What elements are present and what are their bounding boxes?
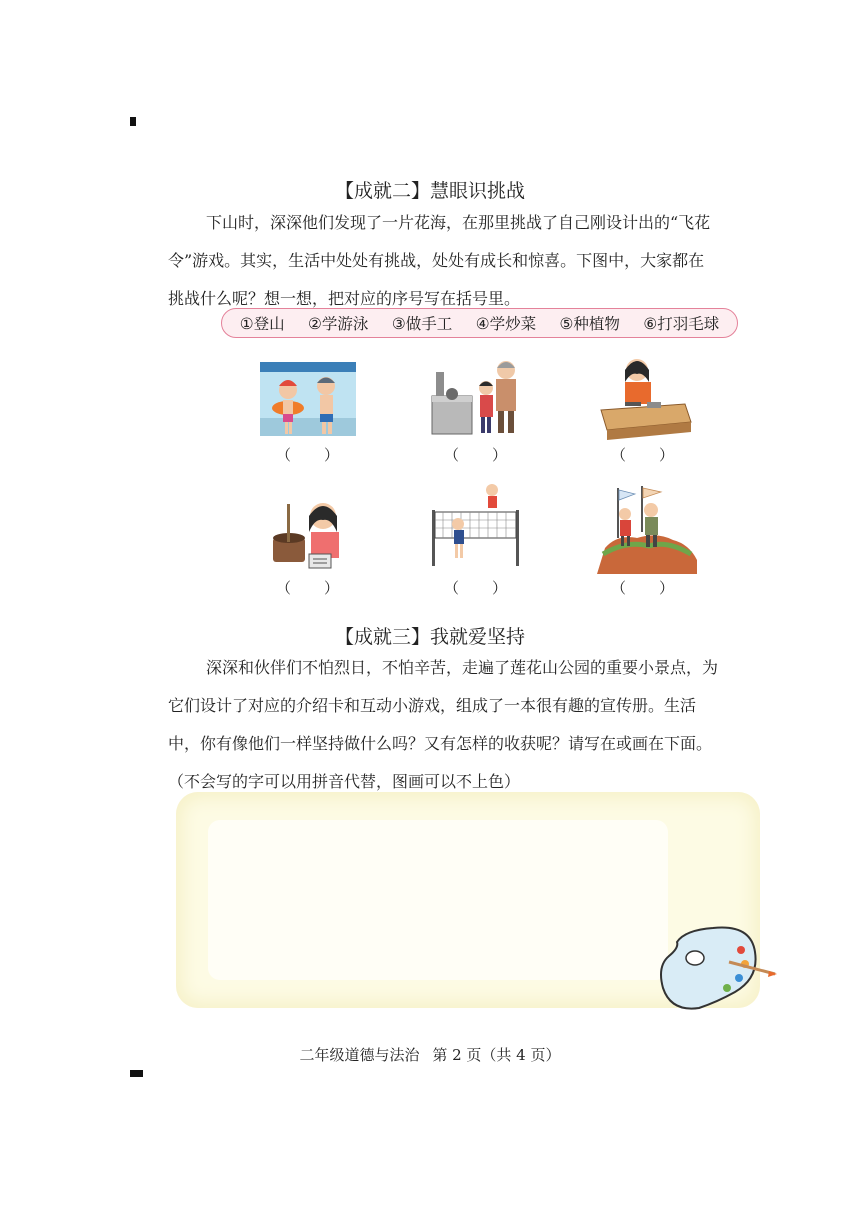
option-swimming: ②学游泳 [308, 315, 369, 333]
paragraph-line: （不会写的字可以用拼音代替，图画可以不上色） [168, 772, 521, 791]
footer-subject: 二年级道德与法治 [299, 1046, 420, 1064]
option-cooking: ④学炒菜 [475, 315, 537, 333]
answer-blank[interactable]: （ ） [610, 446, 675, 464]
paint-palette-icon [655, 922, 780, 1012]
footer-page-number: 第 2 页（共 4 页） [432, 1046, 561, 1064]
option-badminton: ⑥打羽毛球 [643, 315, 720, 333]
option-handcraft: ③做手工 [391, 315, 453, 333]
paragraph-line: 令”游戏。其实，生活中处处有挑战，处处有成长和惊喜。下图中，大家都在 [168, 251, 705, 270]
answer-blank[interactable]: （ ） [443, 579, 508, 597]
mountain-climbing-picture [597, 484, 697, 574]
answer-blank[interactable]: （ ） [275, 579, 340, 597]
paragraph-line: 下山时，深深他们发现了一片花海，在那里挑战了自己刚设计出的“飞花 [206, 213, 711, 232]
section3-title: 【成就三】我就爱坚持 [334, 626, 525, 648]
cooking-with-grandma-picture [426, 352, 526, 442]
options-box [221, 308, 738, 338]
paragraph-line: 中，你有像他们一样坚持做什么吗？又有怎样的收获呢？请写在或画在下面。 [168, 734, 713, 753]
paragraph-line: 挑战什么呢？想一想，把对应的序号写在括号里。 [168, 289, 521, 308]
answer-blank[interactable]: （ ） [610, 579, 675, 597]
handcraft-girl-picture [595, 352, 695, 442]
paragraph-line: 它们设计了对应的介绍卡和互动小游戏，组成了一本很有趣的宣传册。生活 [168, 696, 697, 715]
section2-title: 【成就二】慧眼识挑战 [334, 180, 525, 202]
answer-blank[interactable]: （ ） [443, 446, 508, 464]
drawing-area-inner[interactable] [208, 820, 668, 980]
section3-paragraph [168, 649, 768, 801]
section2-paragraph [168, 204, 768, 318]
swimming-kids-picture [258, 356, 358, 446]
option-planting: ⑤种植物 [559, 315, 620, 333]
badminton-picture [426, 482, 526, 572]
answer-blank[interactable]: （ ） [275, 446, 340, 464]
option-climbing: ①登山 [239, 315, 285, 333]
planting-girl-picture [265, 490, 365, 580]
paragraph-line: 深深和伙伴们不怕烈日，不怕辛苦，走遍了莲花山公园的重要小景点，为 [206, 658, 719, 677]
registration-mark-top [130, 117, 136, 126]
registration-mark-bottom [130, 1070, 143, 1077]
page-footer [0, 1044, 860, 1065]
